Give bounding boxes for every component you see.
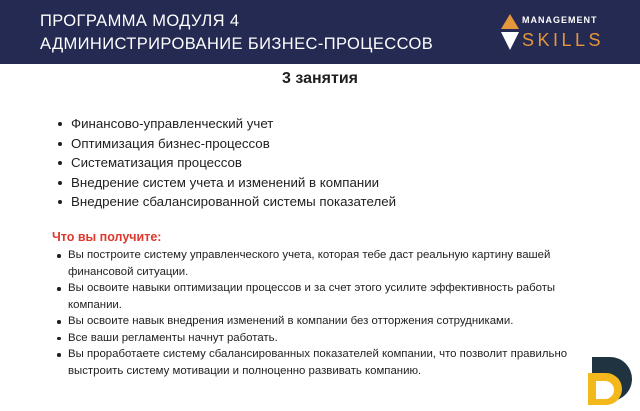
outcome-item: Все ваши регламенты начнут работать. [52,330,592,347]
topic-item: Систематизация процессов [52,153,572,173]
topic-item: Внедрение сбалансированной системы показателей [52,192,572,212]
header-bar [0,0,640,64]
header-title-line1: ПРОГРАММА МОДУЛЯ 4 [40,12,240,30]
topic-item: Финансово-управленческий учет [52,114,572,134]
outcome-item: Вы освоите навык внедрения изменений в компании без отторжения сотрудниками. [52,313,592,330]
outcomes-title: Что вы получите: [52,230,162,244]
outcome-item: Вы построите систему управленческого учета, которая тебе даст реальную картину вашей финансовой ситуации. [52,247,592,280]
logo-text-skills: SKILLS [522,30,605,50]
d-logo-icon [584,353,636,407]
section-title: 3 занятия [282,70,358,87]
triangle-logo-icon [500,12,520,52]
topics-list [52,114,572,212]
topic-item: Внедрение систем учета и изменений в компании [52,173,572,193]
header-title-line2: АДМИНИСТРИРОВАНИЕ БИЗНЕС-ПРОЦЕССОВ [40,35,434,53]
outcomes-list [52,247,592,379]
outcome-item: Вы освоите навыки оптимизации процессов и за счет этого усилите эффективность работы компании. [52,280,592,313]
management-skills-logo [500,10,630,56]
logo-text-management: MANAGEMENT [522,15,598,25]
outcome-item: Вы проработаете систему сбалансированных показателей компании, что позволит правильно выстроить систему мотивации и полноценно развивать компанию. [52,346,592,379]
topic-item: Оптимизация бизнес-процессов [52,134,572,154]
